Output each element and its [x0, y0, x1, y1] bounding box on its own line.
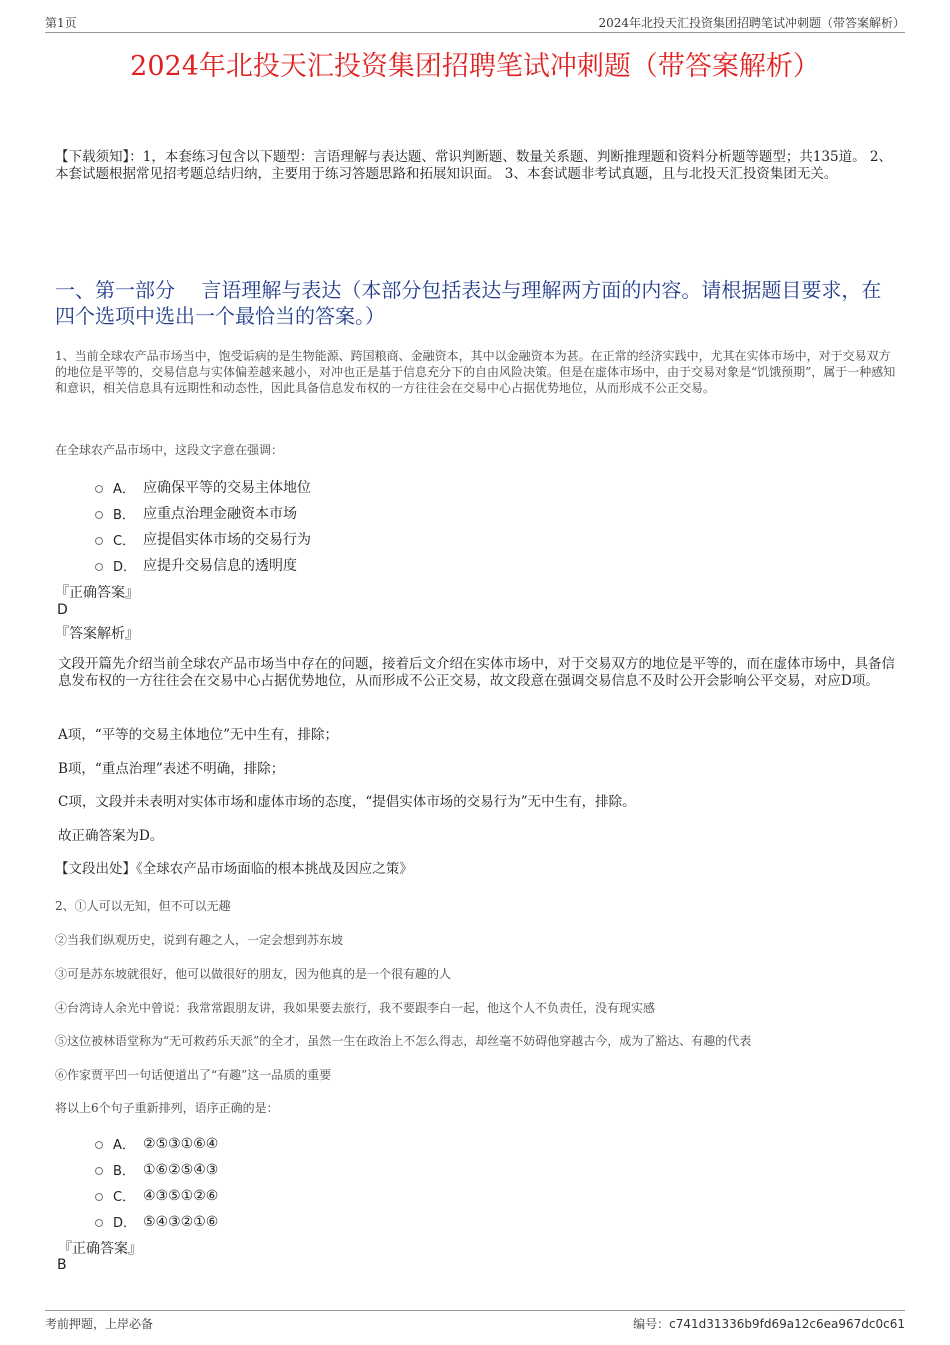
footer-code — [633, 1315, 905, 1332]
q1-note-c: C项，文段并未表明对实体市场和虚体市场的态度，“提倡实体市场的交易行为”无中生有，排除。 — [58, 794, 636, 810]
section-heading: 一、第一部分 言语理解与表达（本部分包括表达与理解两方面的内容。请根据题目要求，在四个选项中选出一个最恰当的答案。） — [55, 278, 882, 328]
footer-code-label: 编号： — [633, 1317, 670, 1331]
option-letter: B． — [113, 1164, 135, 1179]
q2-question: 将以上6个句子重新排列，语序正确的是： — [55, 1101, 279, 1115]
option-text: ⑤④③②①⑥ — [143, 1213, 219, 1230]
radio-icon[interactable] — [95, 537, 103, 545]
q2-line-2: ②当我们纵观历史，说到有趣之人，一定会想到苏东坡 — [55, 933, 344, 947]
option-text: ④③⑤①②⑥ — [143, 1187, 219, 1204]
q1-analysis: 文段开篇先介绍当前全球农产品市场当中存在的问题，接着后文介绍在实体市场中，对于交易双方的地位是平等的，而在虚体市场中，具备信息发布权的一方往往会在交易中心占据优势地位，从而形成不公正交易，故文段意在强调交易信息不及时公开会影响公平交易，对应D项。 — [58, 656, 895, 689]
radio-icon[interactable] — [95, 1141, 103, 1149]
option-letter: D． — [113, 559, 137, 575]
radio-icon[interactable] — [95, 1193, 103, 1201]
option-letter: A． — [113, 481, 135, 497]
radio-icon[interactable] — [95, 1167, 103, 1175]
q2-option-a[interactable] — [95, 1134, 218, 1153]
q2-line-1: 2、①人可以无知，但不可以无趣 — [55, 899, 231, 913]
q2-line-3: ③可是苏东坡就很好，他可以做很好的朋友，因为他真的是一个很有趣的人 — [55, 967, 452, 981]
q1-answer-label: 『正确答案』 — [55, 585, 139, 601]
q2-option-c[interactable] — [95, 1186, 218, 1205]
q1-option-a[interactable] — [95, 477, 311, 497]
option-letter: B． — [113, 507, 135, 523]
q1-option-d[interactable] — [95, 555, 297, 575]
download-notice: 【下载须知】：1，本套练习包含以下题型：言语理解与表达题、常识判断题、数量关系题、判断推理题和资料分析题等题型；共135道。 2、本套试题根据常见招考题总结归纳，主要用于练习答题思路和拓展知识面。 3、本套试题非考试真题，且与北投天汇投资集团无关。 — [55, 149, 892, 182]
q1-stem: 1、当前全球农产品市场当中，饱受诟病的是生物能源、跨国粮商、金融资本，其中以金融资本为甚。在正常的经济实践中，尤其在实体市场中，对于交易双方的地位是平等的，交易信息与实体偏差越来越小，对冲也正是基于信息充分下的自由风险决策。但是在虚体市场中，由于交易对象是“饥饿预期”，属于一种感知和意识，相关信息具有远期性和动态性，因此具备信息发布权的一方往往会在交易中心占据优势地位，从而形成不公正交易。 — [55, 349, 896, 395]
q2-line-5: ⑤这位被林语堂称为“无可救药乐天派”的全才，虽然一生在政治上不怎么得志，却丝毫不妨碍他穿越古今，成为了豁达、有趣的代表 — [55, 1034, 752, 1048]
q1-conclusion: 故正确答案为D。 — [58, 828, 164, 844]
option-text: ②⑤③①⑥④ — [143, 1135, 219, 1152]
q2-option-b[interactable] — [95, 1160, 218, 1179]
footer-rule — [45, 1310, 905, 1311]
q1-option-b[interactable] — [95, 503, 297, 523]
option-letter: A． — [113, 1138, 135, 1153]
header-page-number: 第1页 — [45, 16, 77, 30]
q2-line-6: ⑥作家贾平凹一句话便道出了“有趣”这一品质的重要 — [55, 1068, 332, 1082]
option-letter: D． — [113, 1216, 137, 1231]
radio-icon[interactable] — [95, 1219, 103, 1227]
q1-question: 在全球农产品市场中，这段文字意在强调： — [55, 443, 284, 457]
radio-icon[interactable] — [95, 563, 103, 571]
q2-answer: B — [57, 1257, 67, 1273]
radio-icon[interactable] — [95, 485, 103, 493]
option-text: 应提倡实体市场的交易行为 — [143, 532, 311, 548]
q1-source: 【文段出处】《全球农产品市场面临的根本挑战及因应之策》 — [55, 861, 413, 877]
q1-answer: D — [57, 602, 68, 618]
footer-slogan: 考前押题，上岸必备 — [45, 1317, 154, 1331]
q1-analysis-label: 『答案解析』 — [55, 626, 139, 642]
header-doc-title: 2024年北投天汇投资集团招聘笔试冲刺题（带答案解析） — [598, 16, 905, 30]
q1-note-a: A项，“平等的交易主体地位”无中生有，排除； — [58, 727, 339, 743]
page-title: 2024年北投天汇投资集团招聘笔试冲刺题（带答案解析） — [130, 51, 820, 82]
option-text: 应提升交易信息的透明度 — [143, 558, 297, 574]
option-text: 应重点治理金融资本市场 — [143, 506, 297, 522]
radio-icon[interactable] — [95, 511, 103, 519]
q1-option-c[interactable] — [95, 529, 311, 549]
option-letter: C． — [113, 1190, 136, 1205]
q2-answer-label: 『正确答案』 — [58, 1241, 142, 1257]
header-rule — [45, 32, 905, 33]
q2-option-d[interactable] — [95, 1212, 218, 1231]
option-text: 应确保平等的交易主体地位 — [143, 480, 311, 496]
option-letter: C． — [113, 533, 136, 549]
q2-line-4: ④台湾诗人余光中曾说：我常常跟朋友讲，我如果要去旅行，我不要跟李白一起，他这个人不负责任，没有现实感 — [55, 1001, 656, 1015]
footer-code-value: c741d31336b9fd69a12c6ea967dc0c61 — [669, 1317, 905, 1331]
q1-note-b: B项，“重点治理”表述不明确，排除； — [58, 761, 285, 777]
option-text: ①⑥②⑤④③ — [143, 1161, 219, 1178]
